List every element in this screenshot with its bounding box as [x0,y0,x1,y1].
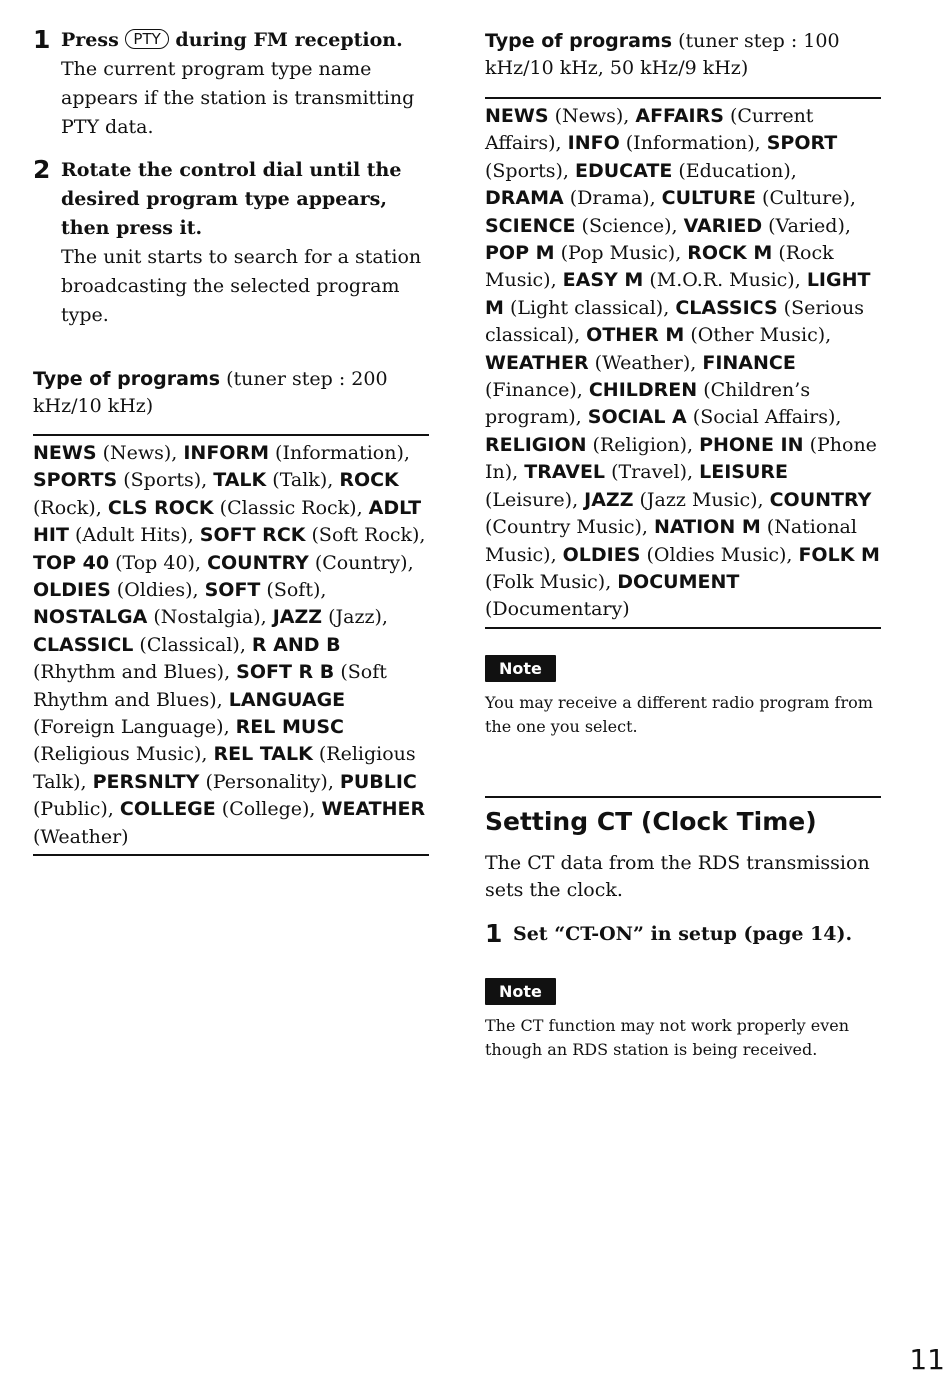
step-description: The unit starts to search for a station broadcasting the selected program type. [61,246,422,326]
right-column [485,0,881,1063]
page-number: 11 [909,1343,945,1376]
program-type-code: JAZZ [584,488,634,511]
program-type-code: JAZZ [272,606,323,629]
program-type-entry [93,771,340,793]
program-type-entry [485,434,699,456]
program-type-code: WEATHER [321,798,426,821]
program-type-description: (Folk Music), [485,570,618,593]
divider [485,627,881,629]
program-type-description: (Classical), [133,633,252,656]
program-type-description: (Talk), [266,469,340,492]
program-type-description: (Soft Rhythm and Blues), [33,661,387,711]
program-type-description: (Jazz), [322,606,388,629]
program-type-description: (Weather) [33,825,129,848]
program-type-code: AFFAIRS [635,105,724,127]
note-block [485,978,881,1063]
step-number: 1 [485,918,503,948]
program-type-description: (Sports), [117,469,214,492]
program-type-entry [485,352,702,374]
program-type-description: (Drama), [563,187,662,210]
program-type-code: NOSTALGA [33,606,148,629]
program-type-code: NEWS [33,442,97,464]
program-type-code: LANGUAGE [228,688,346,711]
program-type-entry [273,606,388,628]
program-type-code: OTHER M [586,324,685,347]
pty-key: PTY [125,29,168,49]
program-type-description: (National Music), [485,516,857,566]
program-type-description: (News), [548,105,636,127]
program-type-list [485,99,881,627]
program-type-code: PUBLIC [339,770,417,793]
program-type-code: SPORTS [33,469,118,492]
program-type-code: SCIENCE [485,214,576,237]
program-type-code: RELIGION [485,433,587,456]
program-type-heading [33,366,429,420]
program-type-code: CLASSICL [33,633,134,656]
program-type-description: (Religious Talk), [33,743,416,793]
program-type-description: (Personality), [199,770,340,793]
program-type-description: (Science), [575,214,684,237]
program-type-description: (News), [96,442,184,464]
program-type-code: LEISURE [699,461,789,484]
note-badge: Note [485,978,556,1005]
program-type-entry [33,442,183,464]
program-type-entry [684,215,851,237]
program-type-code: SOFT RCK [199,524,306,547]
program-type-code: EASY M [562,269,644,292]
program-type-entry [120,798,322,820]
program-type-description: (Finance), [485,379,589,402]
program-type-entry [33,552,207,574]
program-type-entry [584,489,769,511]
program-type-description: (Adult Hits), [68,524,200,547]
program-type-code: INFORM [183,442,269,464]
divider [33,854,429,856]
step-title-text: Press [61,29,119,51]
step-title: Rotate the control dial until the desired program type appears, then press it. [61,159,402,239]
program-type-entry [485,242,687,264]
note-text: You may receive a different radio program from the one you select. [485,692,873,737]
program-type-description: (Rock), [33,496,108,519]
program-type-description: (Serious classical), [485,296,864,347]
program-type-description: (Soft Rock), [305,524,426,547]
program-type-heading-rest: (tuner step : 200 kHz/10 kHz) [33,368,388,417]
program-type-code: NEWS [485,105,549,127]
program-type-code: SPORT [766,132,838,155]
program-type-description: (Leisure), [485,488,585,511]
step-1 [33,26,429,142]
program-type-entry [183,442,410,464]
program-type-code: ROCK M [687,242,773,265]
step-title [61,26,429,55]
program-type-code: FOLK M [798,543,880,566]
step-description: The current program type name appears if the station is transmitting PTY data. [61,58,415,138]
program-type-description: (Travel), [605,461,700,484]
program-type-code: INFO [567,132,620,155]
section-body: The CT data from the RDS transmission sets the clock. [485,851,870,901]
program-type-code: POP M [485,242,555,265]
program-type-code: EDUCATE [575,159,673,182]
program-type-description: (Classic Rock), [213,496,369,519]
program-type-description: (Documentary) [485,598,630,621]
program-type-entry [662,187,856,209]
program-type-code: PHONE IN [699,433,804,456]
program-type-code: TRAVEL [524,461,606,484]
program-type-entry [563,269,807,291]
program-type-description: (Oldies), [110,579,205,602]
ct-step-1 [485,920,881,949]
program-type-code: DOCUMENT [617,570,740,593]
step-2 [33,156,429,330]
program-type-description: (Phone In), [485,433,877,484]
program-type-entry [588,406,842,428]
program-type-description: (Oldies Music), [640,543,799,566]
program-type-code: SOFT R B [236,661,335,684]
program-type-description: (Country Music), [485,516,655,539]
program-type-entry [485,215,684,237]
program-type-description: (Rhythm and Blues), [33,661,237,684]
program-type-code: ROCK [339,469,399,492]
program-type-code: PERSNLTY [92,770,200,793]
program-type-code: VARIED [683,214,763,237]
program-type-entry [485,187,662,209]
program-type-description: (Sports), [485,159,575,182]
program-type-entry [33,606,273,628]
program-type-description: (Nostalgia), [147,606,273,629]
program-type-description: (Foreign Language), [33,716,236,739]
program-type-entry [485,105,635,127]
program-type-code: TALK [213,469,267,492]
program-type-description: (Jazz Music), [633,488,770,511]
program-type-description: (M.O.R. Music), [643,269,807,292]
program-type-code: WEATHER [485,351,589,374]
program-type-code: DRAMA [485,187,564,210]
program-type-description: (Public), [33,798,120,821]
program-type-description: (Soft), [260,579,327,602]
program-type-code: COLLEGE [119,798,216,821]
program-type-code: NATION M [654,516,761,539]
program-type-description: (Education), [672,159,797,182]
program-type-entry [524,461,699,483]
program-type-heading [485,28,881,82]
program-type-code: LIGHT M [485,269,871,319]
program-type-description: (Culture), [756,187,856,210]
program-type-description: (Top 40), [109,551,208,574]
program-type-description: (Religion), [586,433,700,456]
program-type-entry [575,160,797,182]
program-type-entry [200,524,426,546]
program-type-code: R AND B [251,633,341,656]
program-type-entry [213,469,339,491]
program-type-code: SOFT [204,579,261,602]
left-column [33,0,429,856]
program-type-heading-bold: Type of programs [33,368,221,390]
program-type-description: (Rock Music), [485,242,834,292]
program-type-entry [33,469,213,491]
program-type-entry [207,552,414,574]
program-type-description: (Information), [619,132,767,155]
program-type-code: OLDIES [33,579,111,602]
program-type-code: REL MUSC [235,716,344,739]
program-type-entry [33,634,252,656]
step-title-text: during FM reception. [175,29,403,51]
program-type-heading-bold: Type of programs [485,30,673,52]
program-type-code: TOP 40 [33,551,110,574]
program-type-code: CLS ROCK [107,496,214,519]
program-type-code: CHILDREN [588,379,698,402]
program-type-description: (Light classical), [503,296,676,319]
section-title: Setting CT (Clock Time) [485,796,881,842]
program-type-entry [563,544,799,566]
program-type-description: (Country), [308,551,414,574]
program-type-entry [205,579,327,601]
program-type-description: (Religious Music), [33,743,214,766]
program-type-description: (Weather), [588,351,703,374]
program-type-description: (Pop Music), [554,242,688,265]
program-type-entry [33,579,205,601]
program-type-code: COUNTRY [207,551,309,574]
program-type-code: FINANCE [702,351,796,374]
program-type-code: ADLT HIT [33,496,422,547]
program-type-entry [108,497,369,519]
program-type-entry [586,324,831,346]
program-type-description: (Information), [269,442,410,464]
program-type-description: (Varied), [762,214,851,237]
program-type-code: REL TALK [213,743,313,766]
program-type-description: (Current Affairs), [485,105,814,155]
step-number: 1 [33,25,51,54]
note-block [485,655,881,740]
step-number: 2 [33,155,51,184]
note-badge: Note [485,655,556,682]
program-type-list [33,436,429,854]
program-type-code: SOCIAL A [587,406,687,429]
program-type-code: CLASSICS [675,296,778,319]
program-type-description: (Social Affairs), [686,406,842,429]
program-type-code: OLDIES [562,543,641,566]
program-type-code: COUNTRY [769,488,872,511]
program-type-description: (Children’s program), [485,379,811,429]
program-type-description: (College), [215,798,322,821]
program-type-heading-rest: (tuner step : 100 kHz/10 kHz, 50 kHz/9 kHz) [485,30,840,79]
note-text: The CT function may not work properly even though an RDS station is being received. [485,1015,850,1060]
step-title: Set “CT-ON” in setup (page 14). [513,922,853,945]
program-type-code: CULTURE [661,187,756,210]
program-type-description: (Other Music), [684,324,832,347]
program-type-entry [568,132,767,154]
